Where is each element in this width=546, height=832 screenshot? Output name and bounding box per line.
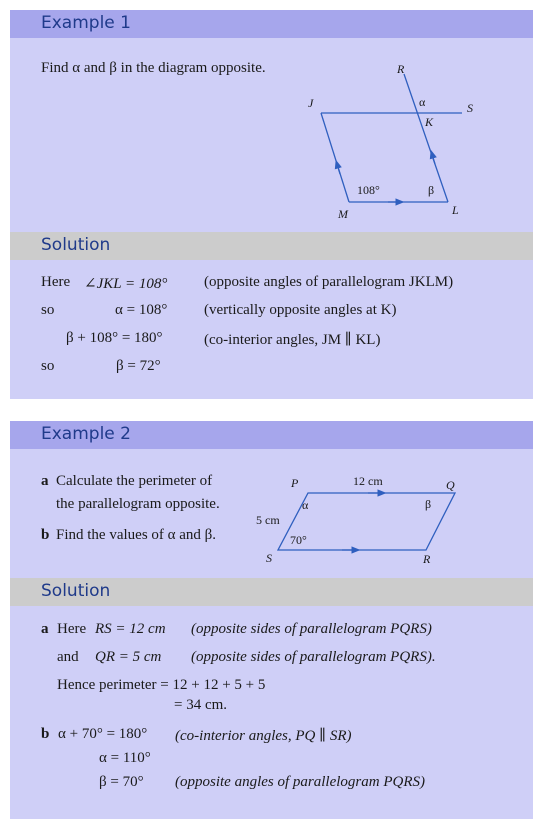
part-b-text: Find the values of α and β. xyxy=(56,527,217,543)
sol2-b2: α = 110° xyxy=(99,750,151,766)
sol2-a1-lhs: RS = 12 cm xyxy=(95,621,166,637)
sol1-lead-3: so xyxy=(41,358,55,374)
sol2-a3: Hence perimeter = 12 + 12 + 5 + 5 xyxy=(57,677,266,693)
label-beta2: β xyxy=(425,497,432,511)
label-M: M xyxy=(338,207,348,221)
label-S2: S xyxy=(266,551,272,565)
sol2-a4: = 34 cm. xyxy=(174,697,228,713)
sol1-reason-0: (opposite angles of parallelogram JKLM) xyxy=(204,274,454,290)
label-Q: Q xyxy=(446,478,455,492)
label-L: L xyxy=(452,203,459,217)
label-angle-108: 108° xyxy=(357,183,380,197)
label-angle-70: 70° xyxy=(290,533,307,547)
sol2-b1-reason: (co-interior angles, PQ ∥ SR) xyxy=(175,728,352,744)
example-1-box xyxy=(10,10,533,399)
example-1-title: Example 1 xyxy=(41,13,131,33)
label-K: K xyxy=(425,115,434,129)
label-alpha: α xyxy=(419,95,426,109)
sol1-lhs-3: β = 72° xyxy=(116,358,161,374)
sol1-lhs-0: ∠JKL = 108° xyxy=(84,276,168,292)
part-b-label: b xyxy=(41,527,50,543)
example-2-solution-title: Solution xyxy=(41,581,111,601)
sol1-lead-1: so xyxy=(41,302,55,318)
sol2-b-label: b xyxy=(41,726,50,742)
part-a-line1: Calculate the perimeter of xyxy=(56,473,213,489)
label-S: S xyxy=(467,101,473,115)
label-top-12cm: 12 cm xyxy=(353,474,383,488)
part-a-line2: the parallelogram opposite. xyxy=(56,496,220,512)
example-1-header xyxy=(10,10,533,38)
label-J: J xyxy=(308,96,314,110)
sol2-b1-lhs: α + 70° = 180° xyxy=(58,726,148,742)
sol1-lhs-1: α = 108° xyxy=(115,302,168,318)
example-2-solution-header xyxy=(10,578,533,606)
example-1-solution-title: Solution xyxy=(41,235,111,255)
sol2-a2-lead: and xyxy=(57,649,79,665)
label-R2: R xyxy=(423,552,431,566)
sol2-a1-lead: Here xyxy=(57,621,87,637)
example-1-question: Find α and β in the diagram opposite. xyxy=(41,60,266,76)
label-beta: β xyxy=(428,183,435,197)
example-1-diagram xyxy=(10,60,533,260)
example-2-header xyxy=(10,421,533,449)
sol2-b3-lhs: β = 70° xyxy=(99,774,144,790)
label-R: R xyxy=(397,62,405,76)
sol1-reason-1: (vertically opposite angles at K) xyxy=(204,302,397,318)
label-P: P xyxy=(291,476,299,490)
example-1-solution-header xyxy=(10,232,533,260)
sol2-a2-lhs: QR = 5 cm xyxy=(95,649,162,665)
part-a-label: a xyxy=(41,473,49,489)
sol2-a-label: a xyxy=(41,621,49,637)
sol2-a2-reason: (opposite sides of parallelogram PQRS). xyxy=(191,649,436,665)
sol2-b3-reason: (opposite angles of parallelogram PQRS) xyxy=(175,774,425,790)
sol1-reason-2: (co-interior angles, JM ∥ KL) xyxy=(204,332,381,348)
example-2-title: Example 2 xyxy=(41,424,131,444)
sol1-lhs-2: β + 108° = 180° xyxy=(66,330,163,346)
sol1-lead-0: Here xyxy=(41,274,71,290)
sol2-a1-reason: (opposite sides of parallelogram PQRS) xyxy=(191,621,432,637)
label-alpha2: α xyxy=(302,498,309,512)
example-2-diagram xyxy=(10,471,533,586)
example-2-box xyxy=(10,421,533,819)
label-side-5cm: 5 cm xyxy=(256,513,280,527)
